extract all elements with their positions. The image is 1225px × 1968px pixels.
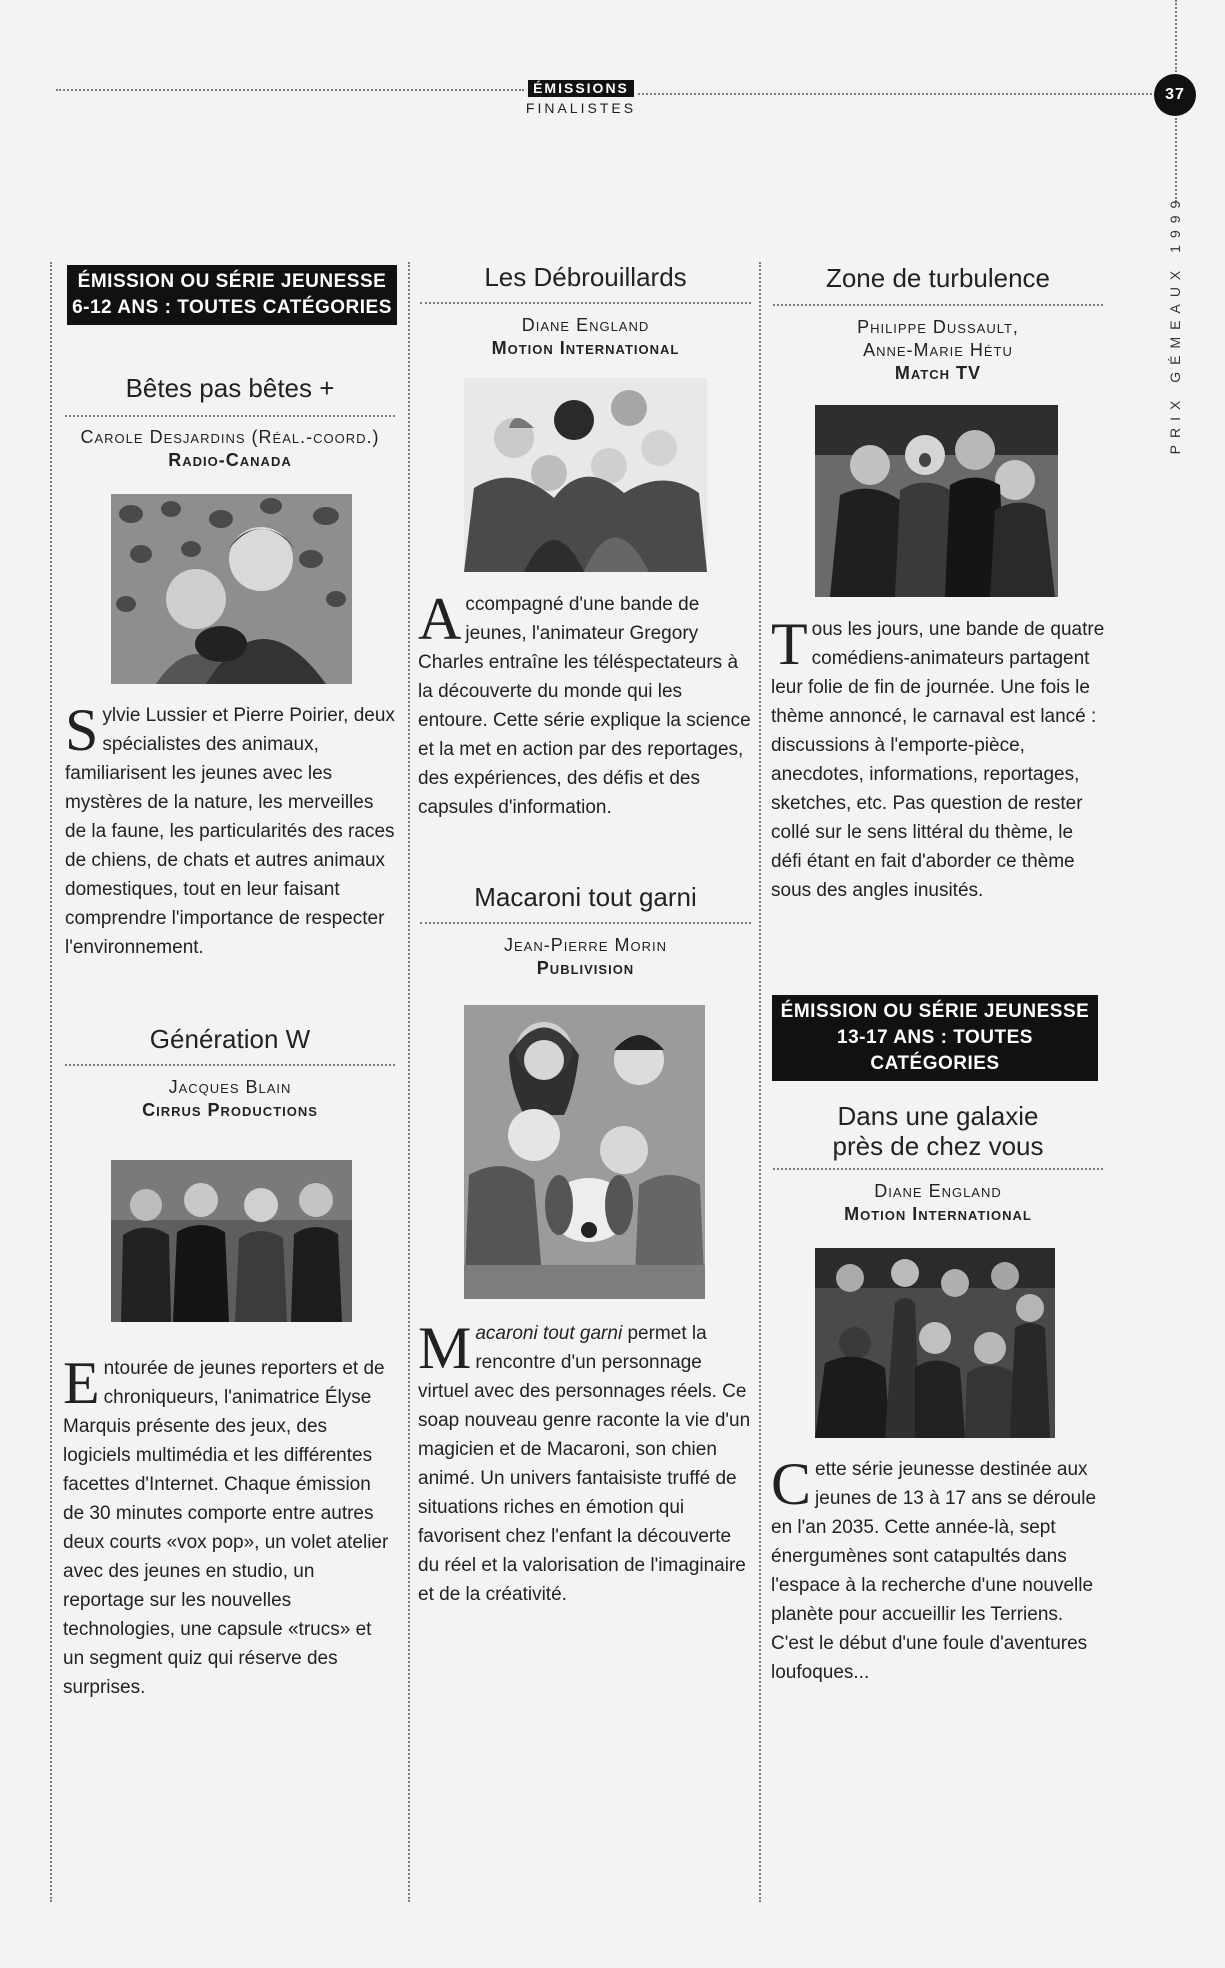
title-rule	[773, 304, 1103, 306]
entry-text-generation: Entourée de jeunes reporters et de chroniqueurs, l'animatrice Élyse Marquis présente des jeux, des logiciels multimédia et les différentes facettes d'Internet. Chaque émission de 30 minutes comporte entre autres deux courts «vox pop», un volet atelier avec des jeunes en studio, un reportage sur les nouvelles technologies, une capsule «trucs» et un segment quiz qui réserve des surprises.	[63, 1350, 389, 1698]
section-label: ÉMISSIONS	[528, 80, 634, 97]
entry-credits-generation: Jacques Blain Cirrus Productions	[142, 1077, 318, 1120]
entry-title-debrouillards: Les Débrouillards	[484, 262, 687, 292]
entry-title-generation: Génération W	[149, 1024, 311, 1054]
photo-macaroni	[464, 1005, 705, 1299]
entry-credits-debrouillards: Diane England Motion International	[491, 315, 680, 358]
column-rule-1	[50, 262, 52, 1902]
photo-generation	[111, 1160, 352, 1322]
entry-title-galaxie: Dans une galaxie près de chez vous	[832, 1101, 1044, 1161]
column-rule-2	[408, 262, 410, 1902]
photo-betes	[111, 494, 352, 684]
title-rule	[65, 1064, 395, 1066]
column-rule-3	[759, 262, 761, 1902]
entry-text-galaxie: Cette série jeunesse destinée aux jeunes de 13 à 17 ans se déroule en l'an 2035. Cette année-là, sept énergumènes sont catapultés dans l'espace à la recherche d'une nouvelle planète pour accueillir les Terriens. C'est le début d'une foule d'aventures loufoques...	[771, 1451, 1097, 1683]
category-banner-13-17: ÉMISSION OU SÉRIE JEUNESSE 13-17 ANS : TOUTES CATÉGORIES	[772, 995, 1098, 1081]
margin-rule-mid	[1175, 118, 1177, 202]
section-sublabel: FINALISTES	[525, 100, 637, 116]
entry-credits-macaroni: Jean-Pierre Morin Publivision	[504, 935, 667, 978]
entry-text-macaroni: Macaroni tout garni permet la rencontre d'un personnage virtuel avec des personnages réels. Ce soap nouveau genre raconte la vie d'un magicien et de Macaroni, son chien animé. Un univers fantaisiste truffé de situations riches en émotion qui favorisent chez l'enfant la découverte du réel et la valorisation de l'imaginaire et de la créativité.	[418, 1315, 751, 1605]
entry-credits-zone: Philippe Dussault, Anne-Marie Hétu Match TV	[857, 317, 1019, 383]
header-rule-left	[56, 89, 524, 91]
title-rule	[420, 922, 751, 924]
entry-credits-betes: Carole Desjardins (Réal.-coord.) Radio-Canada	[80, 427, 380, 470]
entry-title-macaroni: Macaroni tout garni	[474, 882, 697, 912]
entry-text-debrouillards: Accompagné d'une bande de jeunes, l'animateur Gregory Charles entraîne les téléspectateurs à la découverte du monde qui les entoure. Cette série explique la science et la met en action par des reportages, des expériences, des défis et des capsules d'information.	[418, 586, 751, 818]
side-running-title: PRIX GÉMEAUX 1999	[1167, 193, 1183, 455]
entry-title-betes: Bêtes pas bêtes +	[125, 373, 335, 403]
entry-text-zone: Tous les jours, une bande de quatre comédiens-animateurs partagent leur folie de fin de journée. Une fois le thème annoncé, le carnaval est lancé : discussions à l'emporte-pièce, anecdotes, informations, reportages, sketches, etc. Pas question de rester collé sur le sens littéral du thème, le défi étant en fait d'aborder ce thème sous des angles inusités.	[771, 611, 1105, 901]
title-rule	[420, 302, 751, 304]
page-number: 37	[1154, 74, 1196, 116]
title-rule	[773, 1168, 1103, 1170]
entry-credits-galaxie: Diane England Motion International	[844, 1181, 1032, 1224]
header-rule-right	[638, 93, 1152, 95]
category-banner-6-12: ÉMISSION OU SÉRIE JEUNESSE 6-12 ANS : TOUTES CATÉGORIES	[67, 265, 397, 325]
photo-galaxie	[815, 1248, 1055, 1438]
photo-zone	[815, 405, 1058, 597]
photo-debrouillards	[464, 378, 707, 572]
title-rule	[65, 415, 395, 417]
entry-text-betes: Sylvie Lussier et Pierre Poirier, deux spécialistes des animaux, familiarisent les jeunes avec les mystères de la nature, les merveilles de la faune, les particularités des races de chiens, de chats et autres animaux domestiques, tout en leur faisant comprendre l'importance de respecter l'environnement.	[65, 697, 395, 958]
entry-title-zone: Zone de turbulence	[825, 263, 1051, 293]
margin-rule-top	[1175, 0, 1177, 72]
